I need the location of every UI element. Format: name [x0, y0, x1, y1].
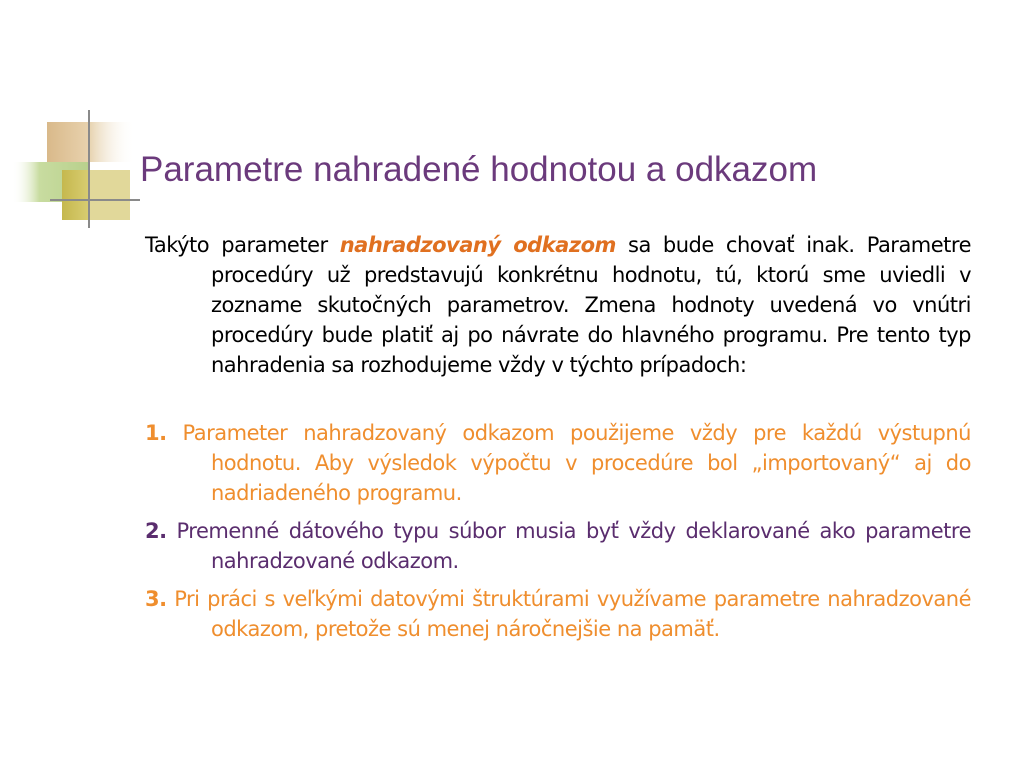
intro-emphasis: nahradzovaný odkazom: [339, 233, 616, 257]
deco-olive-square: [62, 170, 88, 220]
list-item-text: Parameter nahradzovaný odkazom použijeme vždy pre každú výstupnú hodnotu. Aby výsledok výpočtu v procedúre bol „importovaný“ aj do nadriadeného programu.: [166, 421, 971, 505]
deco-olive-square-right: [90, 170, 130, 220]
intro-paragraph: [145, 230, 971, 380]
list-item-number: 1.: [145, 421, 167, 445]
slide-title: Parametre nahradené hodnotou a odkazom: [140, 150, 818, 189]
deco-tan-square: [47, 122, 89, 162]
decorative-squares: [0, 0, 160, 240]
intro-text-before: Takýto parameter: [145, 233, 340, 257]
list-item-number: 2.: [145, 519, 167, 543]
intro-text-after: sa bude chovať inak. Parametre procedúry už predstavujú konkrétnu hodnotu, tú, ktorú sme uviedli v zozname skutočných parametrov. Zmena hodnoty uvedená vo vnútri procedúry bude platiť aj po návrate do hlavného programu. Pre tento typ nahradenia sa rozhodujeme vždy v týchto prípadoch:: [211, 233, 972, 377]
list-item-3: [145, 584, 971, 644]
deco-tan-fade: [89, 122, 135, 162]
list-item-text: Premenné dátového typu súbor musia byť vždy deklarované ako parametre nahradzované odkazom.: [166, 519, 971, 573]
list-item-1: [145, 418, 971, 508]
list-item-text: Pri práci s veľkými datovými štruktúrami využívame parametre nahradzované odkazom, pretože sú menej náročnejšie na pamäť.: [166, 587, 971, 641]
list-item-2: [145, 516, 971, 576]
list-item-number: 3.: [145, 587, 167, 611]
slide-body: [145, 230, 971, 652]
